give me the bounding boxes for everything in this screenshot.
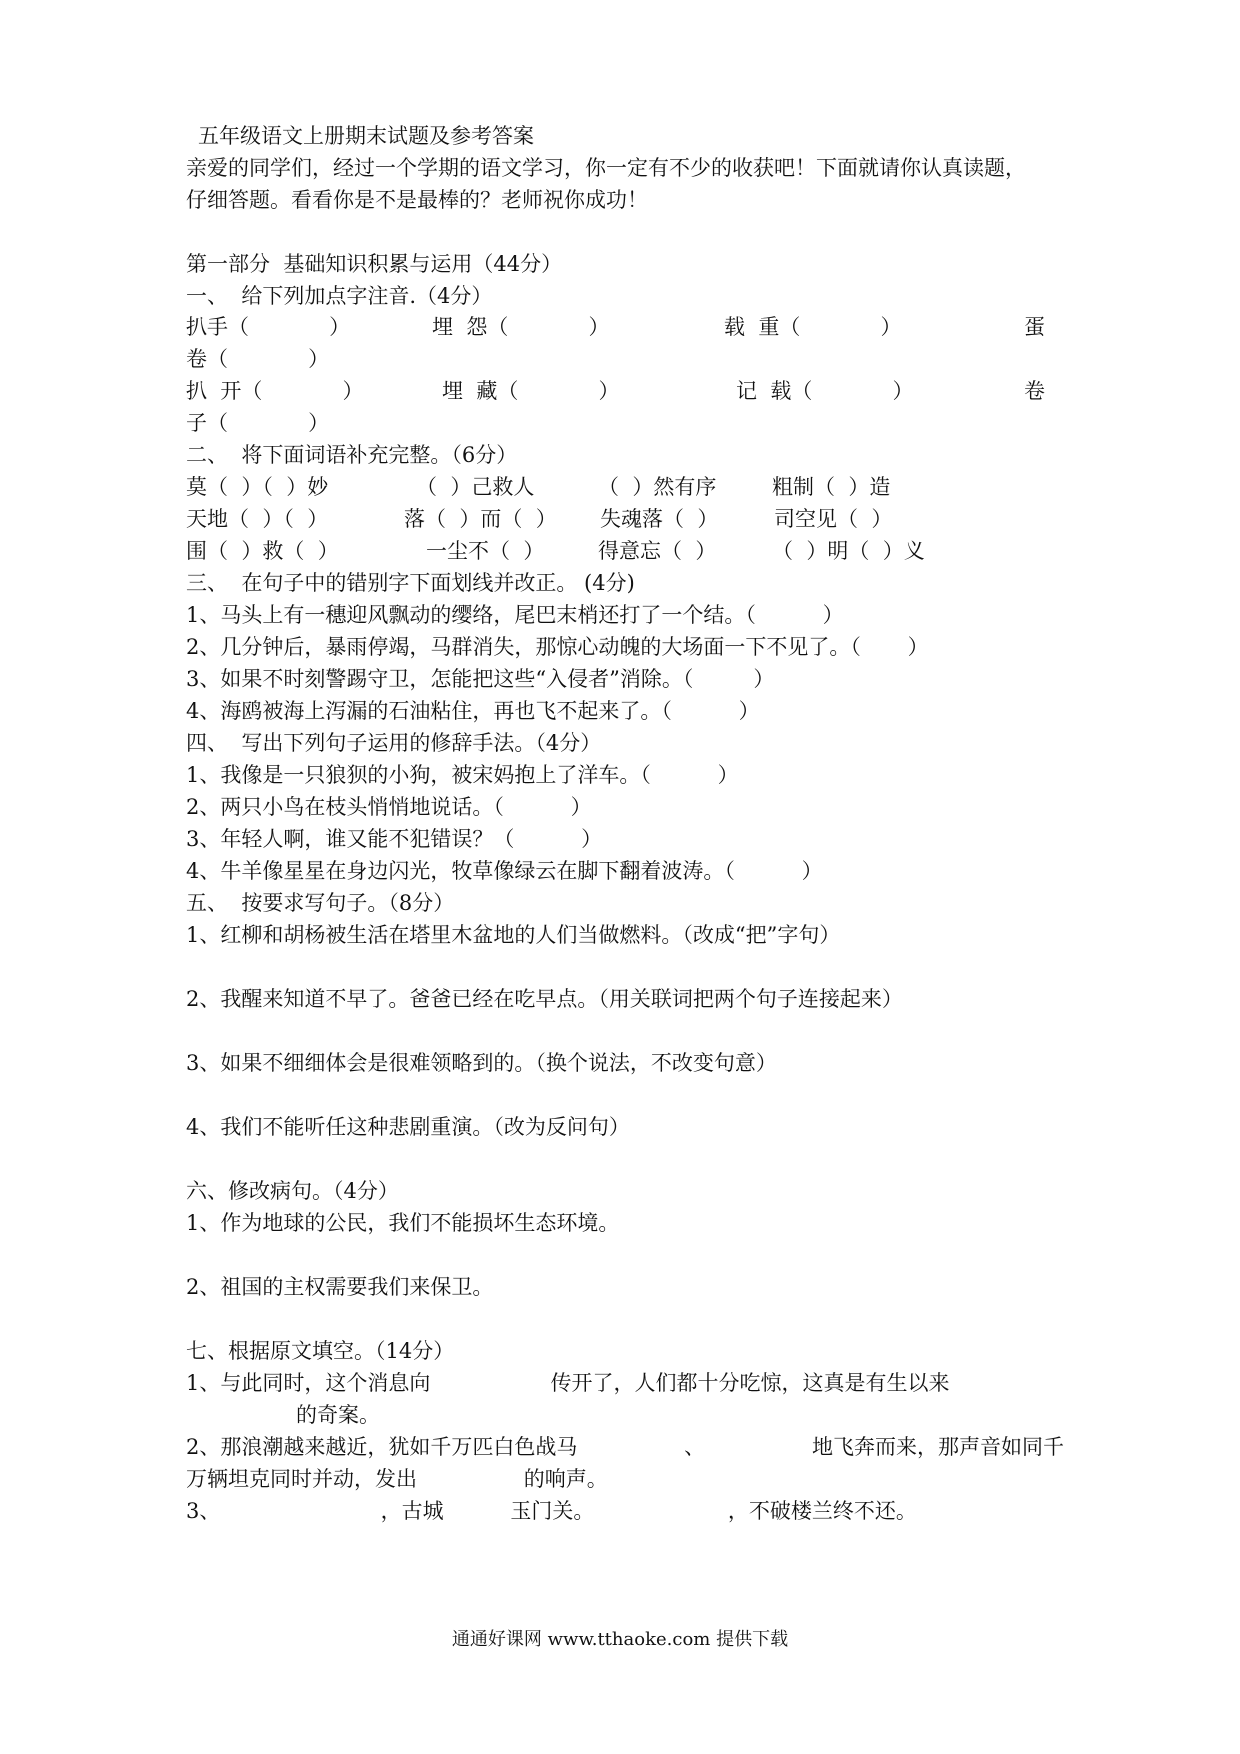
q1-item: 扒手（ ） <box>186 315 351 339</box>
q3-title: 三、 在句子中的错别字下面划线并改正。 (4分) <box>186 571 635 595</box>
q7-line-3: 3、 ，古城 玉门关。 ，不破楼兰终不还。 <box>186 1499 917 1523</box>
q2-item: 粗制（ ）造 <box>772 475 891 499</box>
q2-item: 司空见（ ） <box>774 507 893 531</box>
q3-item-3: 3、如果不时刻警踢守卫，怎能把这些“入侵者”消除。（ ） <box>186 667 775 691</box>
q2-item: 天地（ ）（ ） <box>186 507 329 531</box>
q4-item-4: 4、牛羊像星星在身边闪光，牧草像绿云在脚下翻着波涛。（ ） <box>186 859 823 883</box>
q5-item-3: 3、如果不细细体会是很难领略到的。（换个说法，不改变句意） <box>186 1051 777 1075</box>
intro-line-2: 仔细答题。看看你是不是最棒的？老师祝你成功！ <box>186 188 648 212</box>
q7-title: 七、根据原文填空。（14分） <box>186 1339 455 1363</box>
q2-item: 落（ ）而（ ） <box>404 507 557 531</box>
q5-item-2: 2、我醒来知道不早了。爸爸已经在吃早点。（用关联词把两个句子连接起来） <box>186 987 903 1011</box>
q1-item: 卷 <box>1024 379 1045 403</box>
q4-title: 四、 写出下列句子运用的修辞手法。（4分） <box>186 731 602 755</box>
q2-item: 一尘不（ ） <box>426 539 545 563</box>
q2-item: 失魂落（ ） <box>600 507 719 531</box>
part1-heading: 第一部分 基础知识积累与运用（44分） <box>186 252 563 276</box>
q4-item-1: 1、我像是一只狼狈的小狗，被宋妈抱上了洋车。（ ） <box>186 763 739 787</box>
q2-item: 莫（ ）（ ）妙 <box>186 475 329 499</box>
q2-item: （ ）己救人 <box>416 475 535 499</box>
q2-item: 围（ ）救（ ） <box>186 539 339 563</box>
q2-item: （ ）明（ ）义 <box>772 539 925 563</box>
q1-item: 埋 怨（ ） <box>432 315 610 339</box>
q7-line-1: 1、与此同时，这个消息向 传开了，人们都十分吃惊，这真是有生以来 <box>186 1371 950 1395</box>
q1-item: 载 重（ ） <box>724 315 902 339</box>
q1-item: 埋 藏（ ） <box>442 379 620 403</box>
q4-item-3: 3、年轻人啊，谁又能不犯错误？（ ） <box>186 827 603 851</box>
q1-item: 蛋 <box>1024 315 1045 339</box>
q2-item: 得意忘（ ） <box>598 539 717 563</box>
q7-line-1b: 的奇案。 <box>296 1403 380 1427</box>
q2-title: 二、 将下面词语补充完整。（6分） <box>186 443 518 467</box>
q1-item: 记 载（ ） <box>736 379 914 403</box>
q7-line-2b: 万辆坦克同时并动，发出 的响声。 <box>186 1467 608 1491</box>
q3-item-4: 4、海鸥被海上泻漏的石油粘住，再也飞不起来了。（ ） <box>186 699 760 723</box>
q5-title: 五、 按要求写句子。（8分） <box>186 891 455 915</box>
q7-line-2: 2、那浪潮越来越近，犹如千万匹白色战马 、 地飞奔而来，那声音如同千 <box>186 1435 1064 1459</box>
q5-item-1: 1、红柳和胡杨被生活在塔里木盆地的人们当做燃料。（改成“把”字句） <box>186 923 841 947</box>
q3-item-1: 1、马头上有一穗迎风飘动的缨络，尾巴末梢还打了一个结。（ ） <box>186 603 844 627</box>
q1-row-2b: 子（ ） <box>186 411 330 435</box>
q4-item-2: 2、两只小鸟在枝头悄悄地说话。（ ） <box>186 795 592 819</box>
page-footer: 通通好课网 www.tthaoke.com 提供下载 <box>451 1629 789 1650</box>
q1-row-1b: 卷（ ） <box>186 347 330 371</box>
q3-item-2: 2、几分钟后，暴雨停竭，马群消失，那惊心动魄的大场面一下不见了。（ ） <box>186 635 929 659</box>
q1-item: 扒 开（ ） <box>186 379 364 403</box>
q6-title: 六、修改病句。（4分） <box>186 1179 399 1203</box>
intro-line-1: 亲爱的同学们，经过一个学期的语文学习，你一定有不少的收获吧！下面就请你认真读题， <box>186 156 1026 180</box>
q1-title: 一、 给下列加点字注音.（4分） <box>186 284 493 308</box>
page-title: 五年级语文上册期末试题及参考答案 <box>198 124 534 148</box>
q5-item-4: 4、我们不能听任这种悲剧重演。（改为反问句） <box>186 1115 630 1139</box>
q6-item-2: 2、祖国的主权需要我们来保卫。 <box>186 1275 494 1299</box>
q6-item-1: 1、作为地球的公民，我们不能损坏生态环境。 <box>186 1211 620 1235</box>
q2-item: （ ）然有序 <box>598 475 717 499</box>
